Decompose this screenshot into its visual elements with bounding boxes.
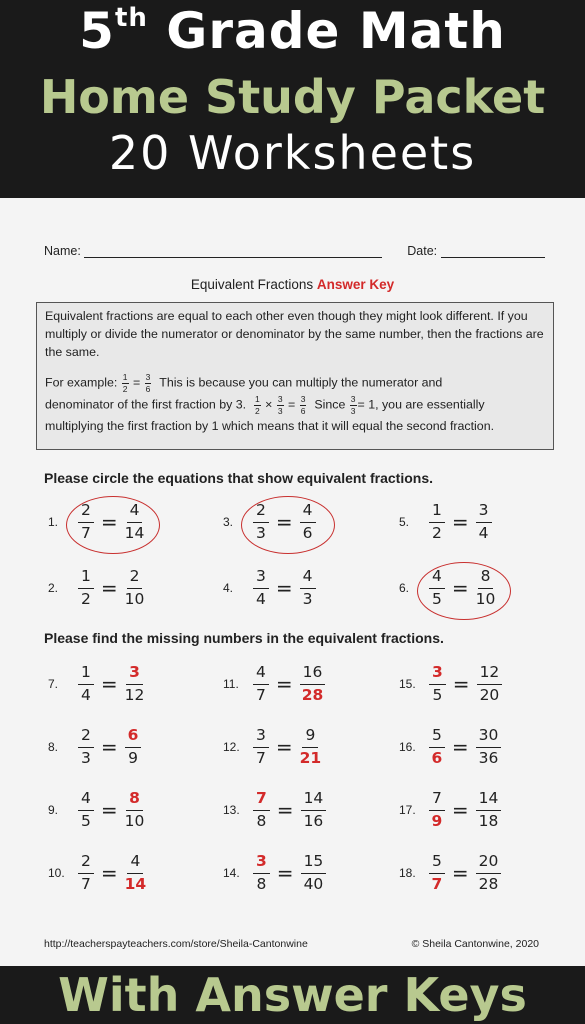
fraction: $\frac{3}{7}$ — [253, 727, 269, 768]
equals-sign: = — [451, 798, 469, 823]
banner-subtitle: Home Study Packet — [39, 70, 546, 124]
fraction: $\frac{3}{4}$ — [253, 568, 269, 609]
fraction: $\frac{4}{14}$ — [124, 852, 147, 893]
problem-number: 2. — [48, 581, 59, 596]
explanation-box — [36, 302, 554, 450]
intro-text: Equivalent fractions are equal to each other even though they might look different. If you multiply or divide the numerator or denominator by the same number, then the fractions are the same. — [45, 309, 544, 359]
fraction: $\frac{1}{2}$ — [429, 502, 445, 543]
name-date-row — [44, 244, 545, 258]
fraction: $\frac{6}{9}$ — [125, 727, 142, 768]
fraction: $\frac{2}{3}$ — [253, 502, 269, 543]
problem — [223, 790, 326, 831]
equals-sign: = — [100, 672, 118, 697]
problem-number: 1. — [48, 515, 59, 530]
example-line: For example: $\frac{1}{2}$ = $\frac{3}{6}$ This is because you can multiply the numerator and — [45, 372, 443, 394]
fraction: $\frac{4}{3}$ — [300, 568, 316, 609]
fraction: $\frac{3}{12}$ — [124, 663, 145, 704]
problem-number: 3. — [223, 515, 234, 530]
fraction: $\frac{2}{3}$ — [78, 727, 94, 768]
equals-sign: = — [275, 576, 293, 601]
fraction: $\frac{30}{36}$ — [476, 727, 502, 768]
name-label: Name: — [44, 244, 81, 258]
fraction: $\frac{15}{40}$ — [301, 853, 327, 894]
equals-sign: = — [451, 576, 469, 601]
fraction: $\frac{14}{18}$ — [476, 790, 502, 831]
section1-heading: Please circle the equations that show equivalent fractions. — [44, 470, 433, 486]
section2-heading: Please find the missing numbers in the equivalent fractions. — [44, 630, 444, 646]
footer-copyright: © Sheila Cantonwine, 2020 — [411, 938, 539, 950]
worksheet-title: Equivalent Fractions Answer Key — [190, 277, 395, 292]
banner-answer-keys: With Answer Keys — [58, 968, 527, 1022]
equals-sign: = — [276, 861, 294, 886]
problem-number: 14. — [223, 866, 240, 881]
problem-number: 9. — [48, 803, 59, 818]
fraction: $\frac{2}{7}$ — [78, 853, 94, 894]
fraction: $\frac{4}{6}$ — [300, 502, 316, 543]
problem — [223, 727, 321, 768]
equals-sign: = — [451, 861, 469, 886]
fraction: $\frac{7}{8}$ — [253, 790, 270, 831]
fraction: $\frac{1}{2}$ — [78, 568, 94, 609]
problem — [48, 664, 144, 705]
problem — [399, 790, 501, 831]
footer-url: http://teacherspayteachers.com/store/Sheila-Cantonwine — [44, 938, 308, 950]
banner-count: 20 Worksheets — [108, 126, 477, 180]
fraction: $\frac{2}{7}$ — [78, 502, 94, 543]
fraction: $\frac{3}{8}$ — [253, 853, 270, 894]
problem-number: 8. — [48, 740, 59, 755]
problem — [48, 790, 144, 831]
problem — [48, 568, 144, 609]
problem-number: 16. — [399, 740, 416, 755]
problem-number: 4. — [223, 581, 234, 596]
problem — [399, 502, 492, 543]
problem-number: 11. — [223, 677, 239, 692]
equals-sign: = — [100, 735, 118, 760]
problem-number: 6. — [399, 581, 410, 596]
fraction: $\frac{16}{28}$ — [300, 664, 326, 705]
equals-sign: = — [451, 735, 469, 760]
fraction: $\frac{4}{7}$ — [253, 664, 269, 705]
problem-number: 5. — [399, 515, 410, 530]
problem — [223, 664, 325, 705]
answer-circle — [66, 496, 160, 554]
fraction: $\frac{4}{5}$ — [429, 568, 445, 609]
equals-sign: = — [275, 672, 293, 697]
equals-sign: = — [100, 510, 118, 535]
problem — [48, 853, 146, 894]
problem — [399, 664, 502, 705]
date-line — [441, 245, 545, 258]
banner-title: 5th Grade Math — [79, 2, 506, 60]
fraction: $\frac{12}{20}$ — [477, 664, 503, 705]
example-line-2: denominator of the first fraction by 3. $\frac{1}{2}$ × $\frac{3}{3}$ = $\frac{3}{6}$ Since $\frac{3}{3}$ = 1, you are essentially — [45, 394, 485, 416]
problem-number: 18. — [399, 866, 416, 881]
fraction: $\frac{8}{10}$ — [475, 567, 496, 608]
equals-sign: = — [451, 510, 469, 535]
problem-number: 17. — [399, 803, 416, 818]
fraction: $\frac{5}{6}$ — [429, 727, 445, 768]
fraction: $\frac{4}{14}$ — [124, 501, 145, 542]
answer-circle — [241, 496, 335, 554]
example-line-3: multiplying the first fraction by 1 which means that it will equal the second fraction. — [45, 419, 495, 433]
fraction: $\frac{1}{4}$ — [78, 664, 94, 705]
fraction: $\frac{8}{10}$ — [124, 789, 145, 830]
date-label: Date: — [407, 244, 438, 258]
name-line — [84, 245, 382, 258]
fraction: $\frac{20}{28}$ — [476, 853, 502, 894]
problem — [399, 727, 501, 768]
fraction: $\frac{3}{4}$ — [476, 502, 492, 543]
equals-sign: = — [100, 798, 118, 823]
answer-circle — [417, 562, 511, 620]
fraction: $\frac{5}{7}$ — [429, 853, 445, 894]
problem-number: 7. — [48, 677, 59, 692]
fraction: $\frac{2}{10}$ — [124, 567, 145, 608]
fraction: $\frac{7}{9}$ — [429, 790, 445, 831]
answer-key-label: Answer Key — [316, 277, 395, 292]
problem-number: 10. — [48, 866, 65, 881]
problem — [223, 853, 326, 894]
fraction: $\frac{14}{16}$ — [301, 790, 327, 831]
problem — [399, 853, 501, 894]
problem — [48, 727, 141, 768]
equals-sign: = — [100, 576, 118, 601]
equals-sign: = — [276, 798, 294, 823]
worksheet-page — [0, 198, 585, 966]
problem-number: 15. — [399, 677, 416, 692]
equals-sign: = — [275, 510, 293, 535]
problem — [223, 568, 316, 609]
fraction: $\frac{3}{5}$ — [429, 664, 446, 705]
fraction: $\frac{9}{21}$ — [299, 726, 322, 767]
problem-number: 13. — [223, 803, 240, 818]
equals-sign: = — [100, 861, 118, 886]
problem-number: 12. — [223, 740, 240, 755]
equals-sign: = — [275, 735, 293, 760]
equals-sign: = — [452, 672, 470, 697]
fraction: $\frac{4}{5}$ — [78, 790, 94, 831]
